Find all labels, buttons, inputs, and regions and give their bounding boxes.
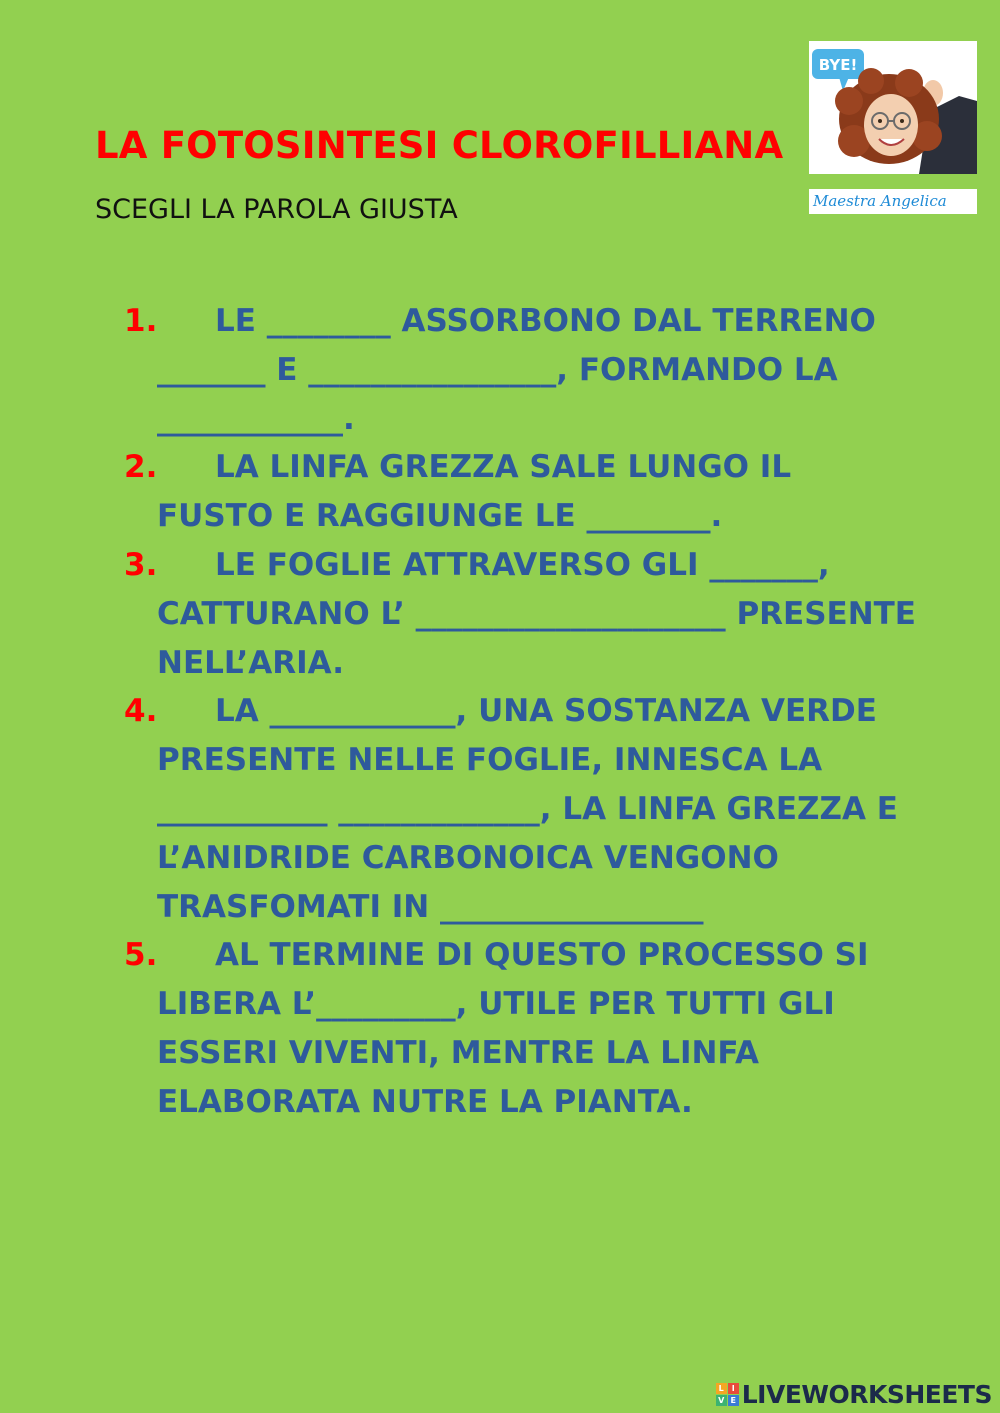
question-text: LA LINFA GREZZA SALE LUNGO IL FUSTO E RAGGIUNGE LE ________. [157,449,792,535]
teacher-avatar-image [809,41,977,174]
question-list [0,297,1000,1127]
question-text: LE ________ ASSORBONO DAL TERRENO _______ E ________________, FORMANDO LA ____________. [157,303,876,437]
liveworksheets-logo[interactable] [716,1381,992,1407]
live-logo-icon [716,1383,739,1406]
question-3 [0,541,917,687]
logo-letter: L [716,1383,727,1394]
logo-letter: E [728,1395,739,1406]
question-number: 4. [124,693,158,730]
logo-letter: I [728,1383,739,1394]
teacher-name-label: Maestra Angelica [809,189,977,214]
speech-bubble-text: BYE! [818,56,858,74]
question-4 [0,687,917,931]
logo-letter: V [716,1395,727,1406]
question-text: LE FOGLIE ATTRAVERSO GLI _______, CATTURANO L’ ____________________ PRESENTE NELL’ARIA. [157,546,916,681]
question-2 [0,443,917,541]
question-text: LA ____________, UNA SOSTANZA VERDE PRESENTE NELLE FOGLIE, INNESCA LA ___________ _____________, LA LINFA GREZZA E L’ANIDRIDE CARBONOICA VENGONO TRASFOMATI IN _________________ [157,693,898,925]
question-number: 2. [124,449,158,486]
question-text: AL TERMINE DI QUESTO PROCESSO SI LIBERA L’_________, UTILE PER TUTTI GLI ESSERI VIVENTI, MENTRE LA LINFA ELABORATA NUTRE LA PIANTA. [157,937,869,1120]
question-number: 5. [124,937,158,974]
question-number: 3. [124,546,158,583]
question-5 [0,931,917,1126]
page-title: LA FOTOSINTESI CLOROFILLIANA [95,124,784,167]
page-subtitle: SCEGLI LA PAROLA GIUSTA [95,194,458,225]
teacher-avatar-illustration [809,41,977,174]
question-1 [0,297,917,443]
liveworksheets-brand: LIVEWORKSHEETS [741,1379,992,1409]
question-number: 1. [124,303,158,339]
